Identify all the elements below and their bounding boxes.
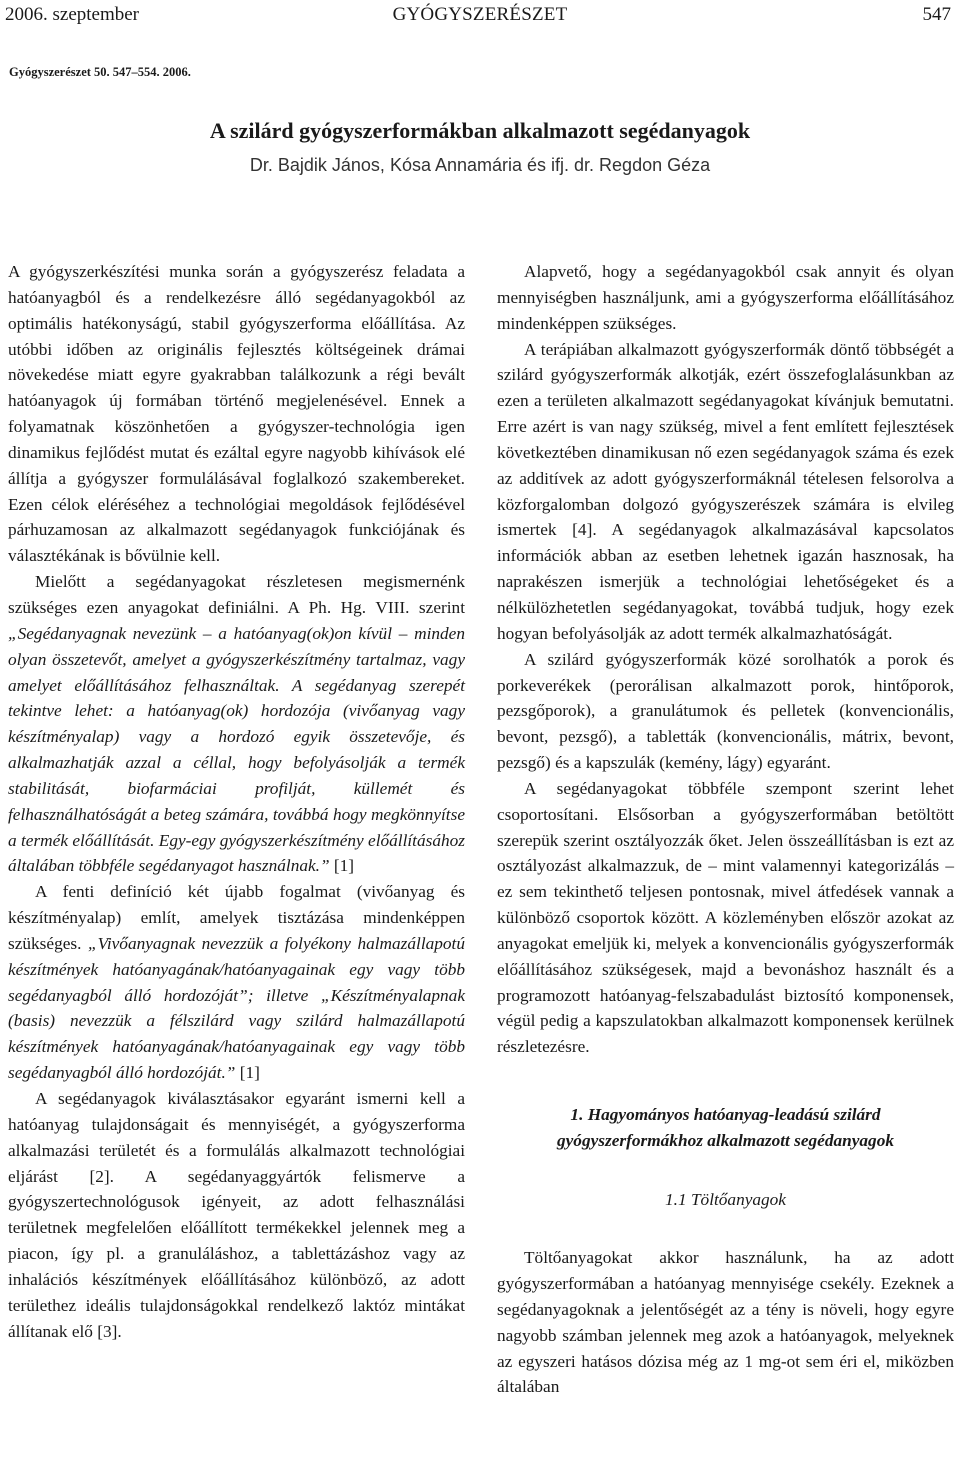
- paragraph: [8, 879, 465, 1086]
- subsection-heading: 1.1 Töltőanyagok: [665, 1190, 786, 1210]
- section-heading: 1. Hagyományos hatóanyag-leadású szilárd gyógyszerformákhoz alkalmazott segédanyagok: [557, 1105, 894, 1151]
- paragraph: A terápiában alkalmazott gyógyszerformák döntő többségét a szilárd gyógyszerformák alkotják, ezért összefoglalásunkban az ezen a területen alkalmazott segédanyagokat kívánjuk bemutatni. Erre azért is van nagy szükség, mivel a fent említett fejlesztések következtében dinamikusan nő ezen segédanyagok száma és ezek az additívek az adott gyógyszerformáknál tételesen felsorolva a közforgalomban dolgozó gyógyszerészek számára is elvileg ismertek [4]. A segédanyagok alkalmazásával kapcsolatos információk abban az esetben lehetnek igazán hasznosak, ha naprakészen ismerjük a technológiai lehetőségeket és a nélkülözhetetlen segédanyagokat, továbbá tudjuk, hogy ezek hogyan befolyásolják az adott termék alkalmazhatóságát.: [497, 339, 954, 643]
- paragraph: Alapvető, hogy a segédanyagokból csak annyit és olyan mennyiségben használjunk, ami a gyógyszerforma előállításához mindenképpen szükséges.: [497, 262, 954, 333]
- running-header: [0, 2, 960, 28]
- paragraph-text: Mielőtt a segédanyagokat részletesen megismernénk szükséges ezen anyagokat definiálni. A Ph. Hg. VIII. szerint: [8, 572, 465, 617]
- paragraph: [8, 569, 465, 879]
- paragraph: A segédanyagok kiválasztásakor egyaránt ismerni kell a hatóanyag tulajdonságait és mennyiségét, a gyógyszerforma alkalmazási területét és a formulálás alkalmazott technológiai eljárást [2]. A segédanyaggyártók felismerve a gyógyszertechnológusok igényeit, az adott felhasználási területnek megfelelően előállított termékekkel jelennek meg a piacon, így pl. a granuláláshoz, a tablettázáshoz vagy az inhalációs készítmények előállításához különböző, az adott területhez ideális tulajdonságokkal rendelkező laktóz mintákat állítanak elő [3].: [8, 1089, 465, 1341]
- paragraph: A szilárd gyógyszerformák közé sorolhatók a porok és porkeverékek (perorálisan alkalmazott porok, hintőporok, pezsgőporok), a granulátumok és pelletek (konvencionális, bevont, pezsgő), a tabletták (konvencionális, mátrix, bevont, pezsgő) és a kapszulák (kemény, lágy) egyaránt.: [497, 649, 954, 773]
- header-page-number: 547: [922, 4, 951, 25]
- paragraph: A segédanyagokat többféle szempont szerint lehet csoportosítani. Elsősorban a gyógyszerformában betöltött szerepük szerint osztályozzák őket. Jelen összeállításban is ezt az osztályozást alkalmazzuk, de – mint valamennyi kategorizálás – ez sem tekinthető teljesen pontosnak, mivel átfedések vannak a különböző csoportok között. A közleményben először azokat az anyagokat emeljük ki, melyek a konvencionális gyógyszerformák előállításához szükségesek, majd a bevonáshoz használt és a programozott hatóanyag-felszabadulást biztosító komponensek, végül pedig a kapszulatokban alkalmazott komponensek kerülnek részletezésre.: [497, 778, 954, 1057]
- paragraph-text: A fenti definíció két újabb fogalmat (vivőanyag és készítményalap) említ, amelyek tisztázása mindenképpen szükséges.: [8, 882, 465, 953]
- definition-quote: „Vivőanyagnak nevezzük a folyékony halmazállapotú készítmények hatóanyagának/hatóanyagainak egy vagy több segédanyagból álló hordozóját”; illetve „Készítményalapnak (basis) nevezzük a félszilárd vagy szilárd halmazállapotú készítmények hatóanyagának/hatóanyagainak egy vagy több segédanyagból álló hordozóját.”: [8, 933, 465, 1083]
- header-date: 2006. szeptember: [5, 4, 140, 25]
- article-authors: Dr. Bajdik János, Kósa Annamária és ifj. dr. Regdon Géza: [249, 155, 711, 175]
- reference-mark: [1]: [235, 1063, 260, 1083]
- definition-quote: „Segédanyagnak nevezünk – a hatóanyag(ok)on kívül – minden olyan összetevőt, amelyet a gyógyszerkészítmény tartalmaz, vagy amelyet előállításához felhasználtak. A segédanyag szerepét tekintve lehet: a hatóanyag(ok) hordozója (vivőanyag vagy készítményalap) vagy a hordozó egyik összetevője, és alkalmazhatják azzal a céllal, hogy befolyásolják a termék stabilitását, biofarmáciai profilját, küllemét és felhasználhatóságát a beteg számára, továbbá hogy megkönnyítse a termék előállítását. Egy-egy gyógyszerkészítmény előállításához általában többféle segédanyagot használnak.”: [8, 623, 465, 876]
- article-title: A szilárd gyógyszerformákban alkalmazott segédanyagok: [209, 118, 751, 143]
- right-column: [497, 259, 954, 1400]
- paragraph: Töltőanyagokat akkor használunk, ha az adott gyógyszerformában a hatóanyag mennyisége csekély. Ezeknek a segédanyagoknak a jelentőségét az a tény is növeli, hogy egyre nagyobb számban jelennek meg azok a hatóanyagok, melyeknek az egyszeri hatásos dózisa még az 1 mg-ot sem éri el, miközben általában: [497, 1248, 954, 1397]
- reference-mark: [1]: [329, 856, 355, 876]
- left-column: [8, 259, 465, 1344]
- paragraph: A gyógyszerkészítési munka során a gyógyszerész feladata a hatóanyagból és a rendelkezésre álló segédanyagokból az optimális hatékonyságú, stabil gyógyszerforma előállítása. Az utóbbi időben az originális fejlesztés költségeinek drámai növekedése miatt egyre gyakrabban találkozunk a régi bevált hatóanyagok új formában történő megjelenésével. Ennek a folyamatnak köszönhetően a gyógyszer-technológia igen dinamikus fejlődést mutat és ezáltal egyre nagyobb kihívások elé állítja a gyógyszer formulálásával foglalkozó szakembereket. Ezen célok eléréséhez a technológiai megoldások fejlődésével párhuzamosan az alkalmazott segédanyagok funkciójának és választékának is bővülnie kell.: [8, 262, 465, 566]
- header-journal-name: GYÓGYSZERÉSZET: [392, 4, 568, 25]
- citation-line: Gyógyszerészet 50. 547–554. 2006.: [9, 65, 191, 79]
